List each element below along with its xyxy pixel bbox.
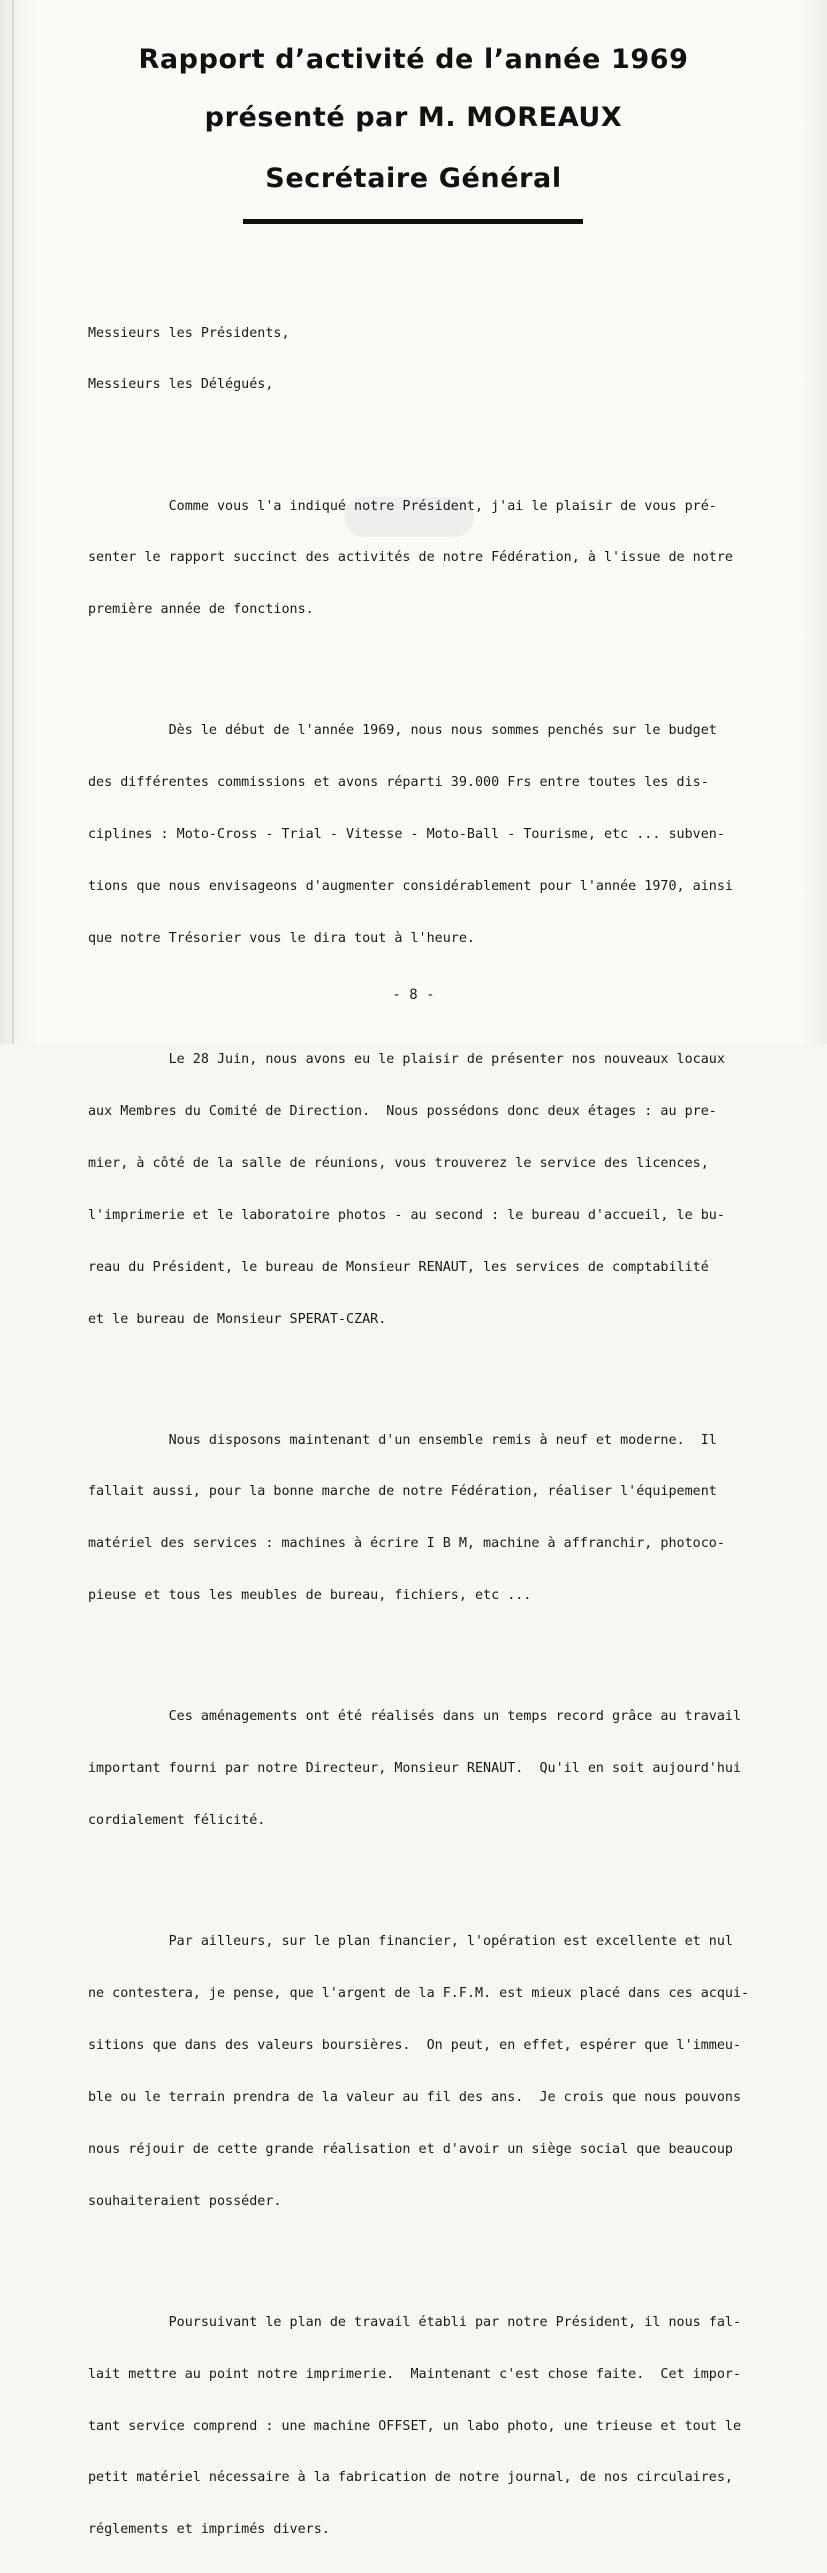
paragraph-line: tant service comprend : une machine OFFSET, un labo photo, une trieuse et tout le (88, 2418, 742, 2434)
paragraph-line: matériel des services : machines à écrire I B M, machine à affranchir, photoco- (88, 1536, 725, 1552)
paragraph-line: des différentes commissions et avons réparti 39.000 Frs entre toutes les dis- (88, 775, 709, 791)
paragraph-line: Par ailleurs, sur le plan financier, l'opération est excellente et nul (88, 1934, 733, 1950)
spacer (88, 2245, 778, 2262)
paragraph-line: fallait aussi, pour la bonne marche de notre Fédération, réaliser l'équipement (88, 1484, 717, 1500)
paragraph-line: l'imprimerie et le laboratoire photos - au second : le bureau d'accueil, le bu- (88, 1207, 725, 1223)
paragraph-line: aux Membres du Comité de Direction. Nous possédons donc deux étages : au pre- (88, 1103, 717, 1119)
greeting-line: Messieurs les Délégués, (88, 377, 274, 393)
spacer (88, 1639, 778, 1656)
paragraph-line: sitions que dans des valeurs boursières. On peut, en effet, espérer que l'immeu- (88, 2037, 742, 2053)
spacer (88, 1864, 778, 1881)
paragraph-line: senter le rapport succinct des activités de notre Fédération, à l'issue de notre (88, 550, 733, 566)
paragraph-line: reau du Président, le bureau de Monsieur RENAUT, les services de comptabilité (88, 1259, 709, 1275)
page-fold-shadow (12, 0, 14, 1044)
paragraph-line: petit matériel nécessaire à la fabrication de notre journal, de nos circulaires, (88, 2470, 733, 2486)
paragraph-line: que notre Trésorier vous le dira tout à l'heure. (88, 930, 475, 946)
paragraph-line: ne contestera, je pense, que l'argent de la F.F.M. est mieux placé dans ces acqui- (88, 1986, 750, 2002)
spacer (88, 653, 778, 670)
paragraph-line: Comme vous l'a indiqué notre Président, j'ai le plaisir de vous pré- (88, 498, 717, 514)
spacer (88, 428, 778, 445)
title-line-2: présenté par M. MOREAUX (204, 102, 623, 133)
page-number: - 8 - (392, 987, 435, 1003)
paragraph-line: Ces aménagements ont été réalisés dans un temps record grâce au travail (88, 1709, 742, 1725)
title-line-3: Secrétaire Général (265, 163, 562, 194)
report-body (88, 290, 778, 2573)
paragraph-line: Poursuivant le plan de travail établi par notre Président, il nous fal- (88, 2314, 742, 2330)
paragraph-line: ciplines : Moto-Cross - Trial - Vitesse - Moto-Ball - Tourisme, etc ... subven- (88, 827, 725, 843)
spacer (88, 1362, 778, 1379)
paragraph-line: nous réjouir de cette grande réalisation et d'avoir un siège social que beaucoup (88, 2141, 733, 2157)
paragraph-line: lait mettre au point notre imprimerie. Maintenant c'est chose faite. Cet impor- (88, 2366, 742, 2382)
paragraph-line: souhaiteraient posséder. (88, 2193, 282, 2209)
paragraph-line: Dès le début de l'année 1969, nous nous sommes penchés sur le budget (88, 723, 717, 739)
paragraph-line: important fourni par notre Directeur, Monsieur RENAUT. Qu'il en soit aujourd'hui (88, 1761, 742, 1777)
paragraph-line: pieuse et tous les meubles de bureau, fichiers, etc ... (88, 1588, 532, 1604)
title-underline (243, 219, 583, 224)
paragraph-line: mier, à côté de la salle de réunions, vous trouverez le service des licences, (88, 1155, 709, 1171)
paragraph-line: ble ou le terrain prendra de la valeur au fil des ans. Je crois que nous pouvons (88, 2089, 742, 2105)
title-line-1: Rapport d’activité de l’année 1969 (138, 44, 689, 75)
paragraph-line: Le 28 Juin, nous avons eu le plaisir de présenter nos nouveaux locaux (88, 1052, 725, 1068)
paragraph-line: réglements et imprimés divers. (88, 2522, 330, 2538)
paragraph-line: tions que nous envisageons d'augmenter considérablement pour l'année 1970, ainsi (88, 879, 733, 895)
paragraph-line: Nous disposons maintenant d'un ensemble remis à neuf et moderne. Il (88, 1432, 717, 1448)
greeting-line: Messieurs les Présidents, (88, 325, 290, 341)
paragraph-line: première année de fonctions. (88, 602, 314, 618)
paragraph-line: cordialement félicité. (88, 1813, 266, 1829)
paragraph-line: et le bureau de Monsieur SPERAT-CZAR. (88, 1311, 387, 1327)
